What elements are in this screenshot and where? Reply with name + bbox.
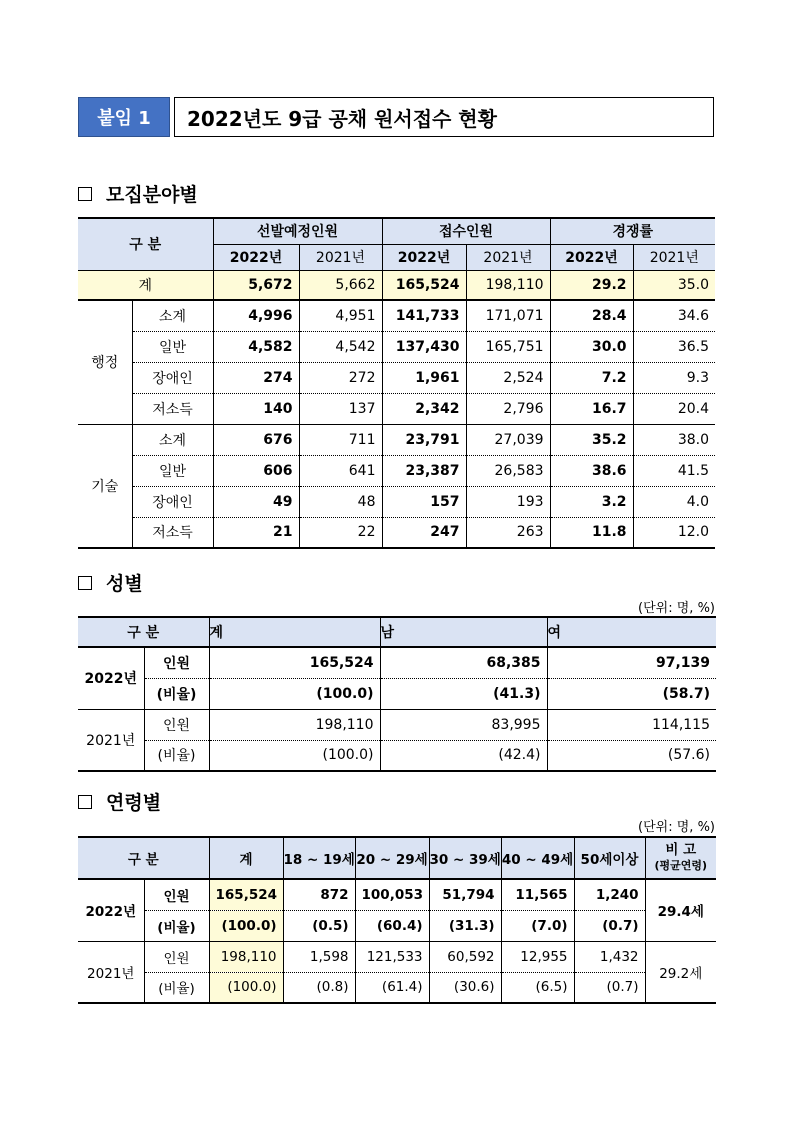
col-header: 계 — [209, 617, 380, 647]
table-cell: 11,565 — [501, 879, 574, 910]
table-cell: 12,955 — [501, 941, 574, 972]
table-cell: 22 — [299, 517, 382, 548]
table-cell: 68,385 — [380, 647, 547, 678]
table-cell: 141,733 — [382, 300, 466, 331]
table-row — [78, 910, 716, 941]
report-title: 2022년도 9급 공채 원서접수 현황 — [174, 97, 714, 137]
section-field-title: 모집분야별 — [106, 184, 198, 206]
table-cell: 23,387 — [382, 455, 466, 486]
table-row — [78, 300, 715, 331]
table-cell: 198,110 — [209, 709, 380, 740]
table-cell: 34.6 — [633, 300, 715, 331]
row-label: 인원 — [144, 647, 209, 678]
table-cell: 274 — [213, 362, 299, 393]
table-cell: 26,583 — [466, 455, 550, 486]
table-cell: 711 — [299, 424, 382, 455]
year-header: 2022년 — [382, 244, 466, 270]
table-cell: 38.0 — [633, 424, 715, 455]
table-row — [78, 941, 716, 972]
table-cell: (0.7) — [574, 972, 645, 1003]
note-header-title: 비 고 — [665, 842, 697, 858]
table-cell: 121,533 — [355, 941, 429, 972]
table-row — [78, 362, 715, 393]
year-label: 2021년 — [78, 709, 144, 771]
col-header: 50세이상 — [574, 837, 645, 879]
table-row — [78, 879, 716, 910]
table-cell: (41.3) — [380, 678, 547, 709]
table-cell: 9.3 — [633, 362, 715, 393]
col-header: 40 ~ 49세 — [501, 837, 574, 879]
table-cell: (0.7) — [574, 910, 645, 941]
section-field-heading — [78, 180, 198, 207]
table-cell: 1,961 — [382, 362, 466, 393]
row-label: 인원 — [144, 941, 209, 972]
table-cell: 49 — [213, 486, 299, 517]
table-cell: 29.2 — [550, 270, 633, 300]
table-cell: 35.2 — [550, 424, 633, 455]
table-cell: 97,139 — [547, 647, 716, 678]
table-cell: (30.6) — [429, 972, 501, 1003]
checkbox-square-icon — [78, 795, 92, 809]
table-cell: 193 — [466, 486, 550, 517]
table-cell: (0.5) — [283, 910, 355, 941]
table-row — [78, 678, 716, 709]
table-cell: 872 — [283, 879, 355, 910]
table-cell: 198,110 — [466, 270, 550, 300]
table-cell: 28.4 — [550, 300, 633, 331]
report-header — [78, 97, 714, 137]
table-cell: 2,524 — [466, 362, 550, 393]
table-cell: 157 — [382, 486, 466, 517]
table-cell: 641 — [299, 455, 382, 486]
table-cell: 5,672 — [213, 270, 299, 300]
table-cell: 100,053 — [355, 879, 429, 910]
table-cell: 23,791 — [382, 424, 466, 455]
table-cell: 272 — [299, 362, 382, 393]
table-cell: 3.2 — [550, 486, 633, 517]
row-label: 장애인 — [132, 362, 213, 393]
col-header: 여 — [547, 617, 716, 647]
row-label: 저소득 — [132, 393, 213, 424]
table-cell: 1,598 — [283, 941, 355, 972]
col-header: 30 ~ 39세 — [429, 837, 501, 879]
table-row — [78, 424, 715, 455]
table-cell: (100.0) — [209, 740, 380, 771]
year-label: 2022년 — [78, 647, 144, 709]
table-cell: (7.0) — [501, 910, 574, 941]
table-row — [78, 455, 715, 486]
table-cell: 137,430 — [382, 331, 466, 362]
table-cell: 165,524 — [382, 270, 466, 300]
checkbox-square-icon — [78, 187, 92, 201]
table-cell: 114,115 — [547, 709, 716, 740]
group-header-selection: 선발예정인원 — [213, 218, 382, 244]
table-cell: 171,071 — [466, 300, 550, 331]
year-header: 2022년 — [213, 244, 299, 270]
table-row-total — [78, 270, 715, 300]
year-header: 2021년 — [299, 244, 382, 270]
table-row — [78, 393, 715, 424]
year-header: 2022년 — [550, 244, 633, 270]
table-cell: 4,542 — [299, 331, 382, 362]
table-cell: 20.4 — [633, 393, 715, 424]
table-cell: (100.0) — [209, 678, 380, 709]
table-cell: 140 — [213, 393, 299, 424]
table-cell: 41.5 — [633, 455, 715, 486]
group-header-ratio: 경쟁률 — [550, 218, 715, 244]
row-label: (비율) — [144, 972, 209, 1003]
table-cell: 247 — [382, 517, 466, 548]
col-header: 20 ~ 29세 — [355, 837, 429, 879]
table-cell: 198,110 — [209, 941, 283, 972]
row-label: 일반 — [132, 331, 213, 362]
table-row — [78, 486, 715, 517]
row-label: (비율) — [144, 910, 209, 941]
table-cell: 21 — [213, 517, 299, 548]
table-cell: 12.0 — [633, 517, 715, 548]
section-gender-heading — [78, 569, 143, 596]
average-age: 29.4세 — [645, 879, 716, 941]
table-cell: 606 — [213, 455, 299, 486]
row-label: (비율) — [144, 678, 209, 709]
table-row — [78, 647, 716, 678]
table-cell: (57.6) — [547, 740, 716, 771]
table-cell: 48 — [299, 486, 382, 517]
table-cell: 2,796 — [466, 393, 550, 424]
table-cell: 83,995 — [380, 709, 547, 740]
table-cell: (61.4) — [355, 972, 429, 1003]
row-label: 일반 — [132, 455, 213, 486]
year-label: 2022년 — [78, 879, 144, 941]
table-cell: 7.2 — [550, 362, 633, 393]
table-cell: 36.5 — [633, 331, 715, 362]
gender-table — [78, 616, 716, 772]
table-cell: 4.0 — [633, 486, 715, 517]
table-row — [78, 517, 715, 548]
note-header — [645, 837, 716, 879]
row-label: 인원 — [144, 879, 209, 910]
table-row — [78, 972, 716, 1003]
col-header: 계 — [209, 837, 283, 879]
row-label: (비율) — [144, 740, 209, 771]
table-cell: 165,524 — [209, 879, 283, 910]
table-cell: (31.3) — [429, 910, 501, 941]
year-header: 2021년 — [633, 244, 715, 270]
table-cell: (42.4) — [380, 740, 547, 771]
table-cell: 263 — [466, 517, 550, 548]
table-cell: 4,996 — [213, 300, 299, 331]
section-age-heading — [78, 788, 161, 815]
note-header-sub: (평균연령) — [654, 859, 708, 872]
table-cell: 165,524 — [209, 647, 380, 678]
table-cell: (100.0) — [209, 910, 283, 941]
table-cell: 51,794 — [429, 879, 501, 910]
gubun-header: 구 분 — [78, 837, 209, 879]
table-cell: 2,342 — [382, 393, 466, 424]
table-cell: 60,592 — [429, 941, 501, 972]
table-cell: (58.7) — [547, 678, 716, 709]
table-row — [78, 331, 715, 362]
group-label-tech: 기술 — [78, 424, 132, 548]
table-cell: 1,432 — [574, 941, 645, 972]
table-cell: 4,582 — [213, 331, 299, 362]
unit-label: (단위: 명, %) — [638, 601, 715, 616]
table-cell: 11.8 — [550, 517, 633, 548]
row-label: 소계 — [132, 424, 213, 455]
table-cell: 1,240 — [574, 879, 645, 910]
table-row — [78, 740, 716, 771]
attachment-badge: 붙임 1 — [78, 97, 170, 137]
table-cell: 676 — [213, 424, 299, 455]
col-header: 남 — [380, 617, 547, 647]
row-label: 인원 — [144, 709, 209, 740]
table-cell: 30.0 — [550, 331, 633, 362]
table-cell: 5,662 — [299, 270, 382, 300]
field-table — [78, 217, 715, 549]
unit-label: (단위: 명, %) — [638, 820, 715, 835]
gubun-header: 구 분 — [78, 218, 213, 270]
table-cell: 27,039 — [466, 424, 550, 455]
average-age: 29.2세 — [645, 941, 716, 1003]
table-cell: 165,751 — [466, 331, 550, 362]
table-row — [78, 709, 716, 740]
table-cell: (0.8) — [283, 972, 355, 1003]
row-label: 저소득 — [132, 517, 213, 548]
year-label: 2021년 — [78, 941, 144, 1003]
row-label: 소계 — [132, 300, 213, 331]
table-cell: (60.4) — [355, 910, 429, 941]
table-cell: 38.6 — [550, 455, 633, 486]
col-header: 18 ~ 19세 — [283, 837, 355, 879]
year-header: 2021년 — [466, 244, 550, 270]
checkbox-square-icon — [78, 576, 92, 590]
section-gender-title: 성별 — [106, 573, 143, 595]
table-cell: 35.0 — [633, 270, 715, 300]
age-table — [78, 836, 716, 1004]
section-age-title: 연령별 — [106, 792, 162, 814]
table-cell: 16.7 — [550, 393, 633, 424]
table-cell: 137 — [299, 393, 382, 424]
table-cell: (100.0) — [209, 972, 283, 1003]
group-label-admin: 행정 — [78, 300, 132, 424]
table-cell: (6.5) — [501, 972, 574, 1003]
row-label: 장애인 — [132, 486, 213, 517]
group-header-applicants: 접수인원 — [382, 218, 550, 244]
gubun-header: 구 분 — [78, 617, 209, 647]
table-cell: 4,951 — [299, 300, 382, 331]
row-label: 계 — [78, 270, 213, 300]
